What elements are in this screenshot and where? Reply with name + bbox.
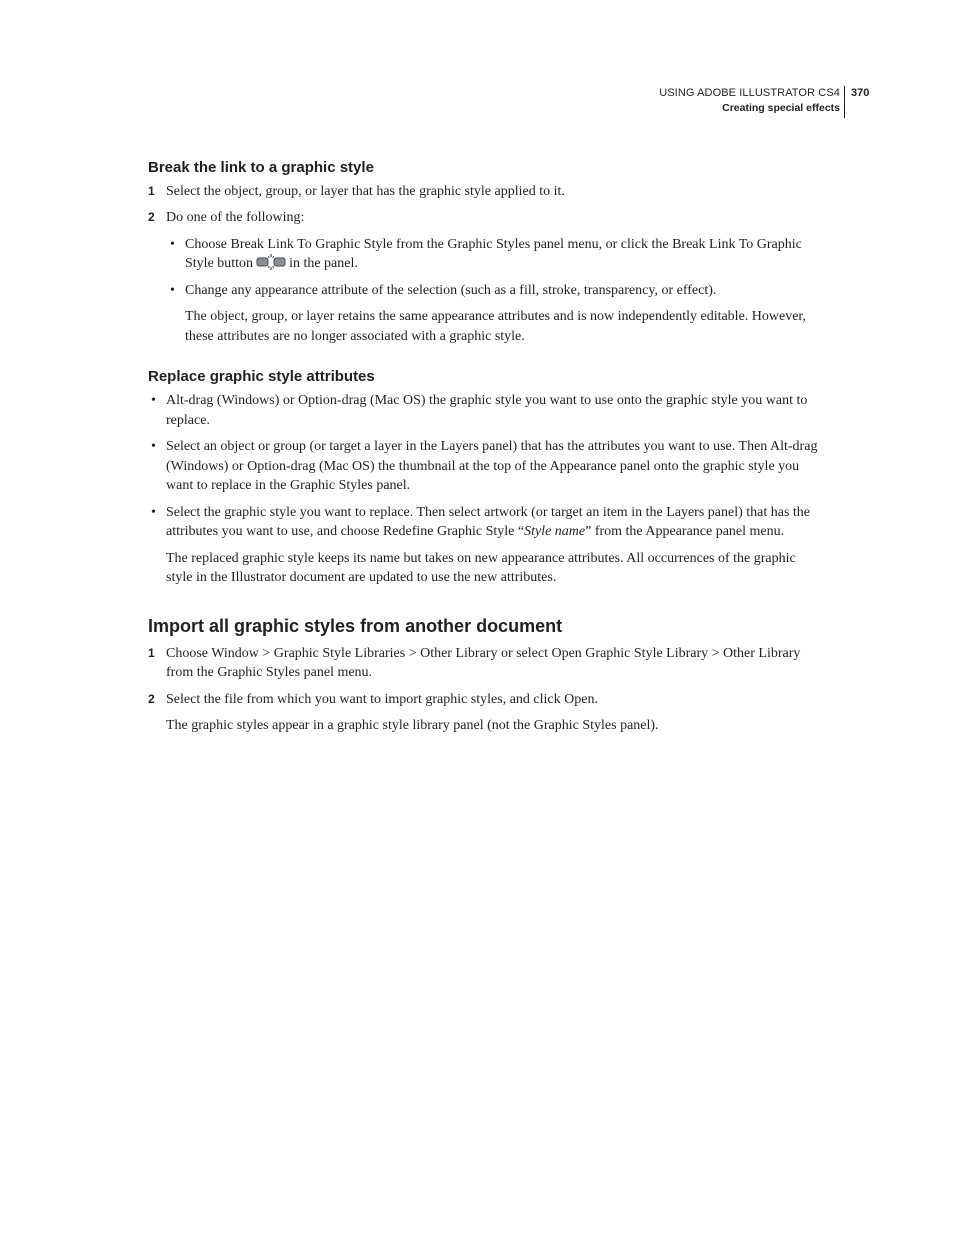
bullet-marker: • xyxy=(170,283,175,298)
step-text: Do one of the following: xyxy=(166,210,305,225)
heading-replace: Replace graphic style attributes xyxy=(148,368,375,385)
bullet-text-line xyxy=(166,522,784,542)
note-text: The object, group, or layer retains the same appearance attributes and is now independently editable. However, xyxy=(185,309,807,324)
bullet-text: (Windows) or Option-drag (Mac OS) the thumbnail at the top of the Appearance panel onto the graphic style you xyxy=(166,459,800,474)
bullet-marker: • xyxy=(151,393,156,408)
step-number: 2 xyxy=(148,210,155,224)
bullet-text: Choose Break Link To Graphic Style from the Graphic Styles panel menu, or click the Break Link To Graphic xyxy=(185,237,802,252)
note-text: these attributes are no longer associated with a graphic style. xyxy=(185,329,525,344)
heading-import: Import all graphic styles from another document xyxy=(148,616,563,636)
step-text: Choose Window > Graphic Style Libraries > Other Library or select Open Graphic Style Library > Other Library xyxy=(166,646,801,661)
bullet-text: Select an object or group (or target a layer in the Layers panel) that has the attributes you want to use. Then Alt-drag xyxy=(166,439,818,454)
step-number: 1 xyxy=(148,184,155,198)
bullet-marker: • xyxy=(151,505,156,520)
step-text: Select the file from which you want to import graphic styles, and click Open. xyxy=(166,692,598,707)
style-name-italic: Style name xyxy=(524,524,586,539)
note-text: The replaced graphic style keeps its name but takes on new appearance attributes. All occurrences of the graphic xyxy=(166,551,796,566)
bullet-text: Alt-drag (Windows) or Option-drag (Mac OS) the graphic style you want to use onto the graphic style you want to xyxy=(166,393,808,408)
bullet-text: want to replace in the Graphic Styles panel. xyxy=(166,478,411,493)
header-rule xyxy=(844,86,845,118)
bullet-text: Select the graphic style you want to replace. Then select artwork (or target an item in the Layers panel) that has the xyxy=(166,505,811,520)
bullet-text: Style button xyxy=(185,256,254,271)
step-number: 1 xyxy=(148,646,155,660)
bullet-marker: • xyxy=(151,439,156,454)
note-text: style in the Illustrator document are updated to use the new attributes. xyxy=(166,570,557,585)
note-text: The graphic styles appear in a graphic style library panel (not the Graphic Styles panel). xyxy=(166,718,659,733)
step-text: from the Graphic Styles panel menu. xyxy=(166,665,373,680)
step-number: 2 xyxy=(148,692,155,706)
bullet-text-line xyxy=(185,254,358,274)
bullet-text: replace. xyxy=(166,413,210,428)
bullet-text: attributes you want to use, and choose Redefine Graphic Style “ xyxy=(166,524,525,539)
bullet-text: Change any appearance attribute of the selection (such as a fill, stroke, transparency, or effect). xyxy=(185,283,717,298)
bullet-marker: • xyxy=(170,237,175,252)
page-number: 370 xyxy=(851,87,870,99)
step-text: Select the object, group, or layer that has the graphic style applied to it. xyxy=(166,184,565,199)
section-name: Creating special effects xyxy=(722,102,840,114)
bullet-text: in the panel. xyxy=(289,256,358,271)
bullet-text: ” from the Appearance panel menu. xyxy=(585,524,785,539)
heading-break-link: Break the link to a graphic style xyxy=(148,159,374,176)
running-header xyxy=(540,86,840,116)
break-link-icon xyxy=(256,254,286,270)
doc-title: USING ADOBE ILLUSTRATOR CS4 xyxy=(659,87,840,99)
